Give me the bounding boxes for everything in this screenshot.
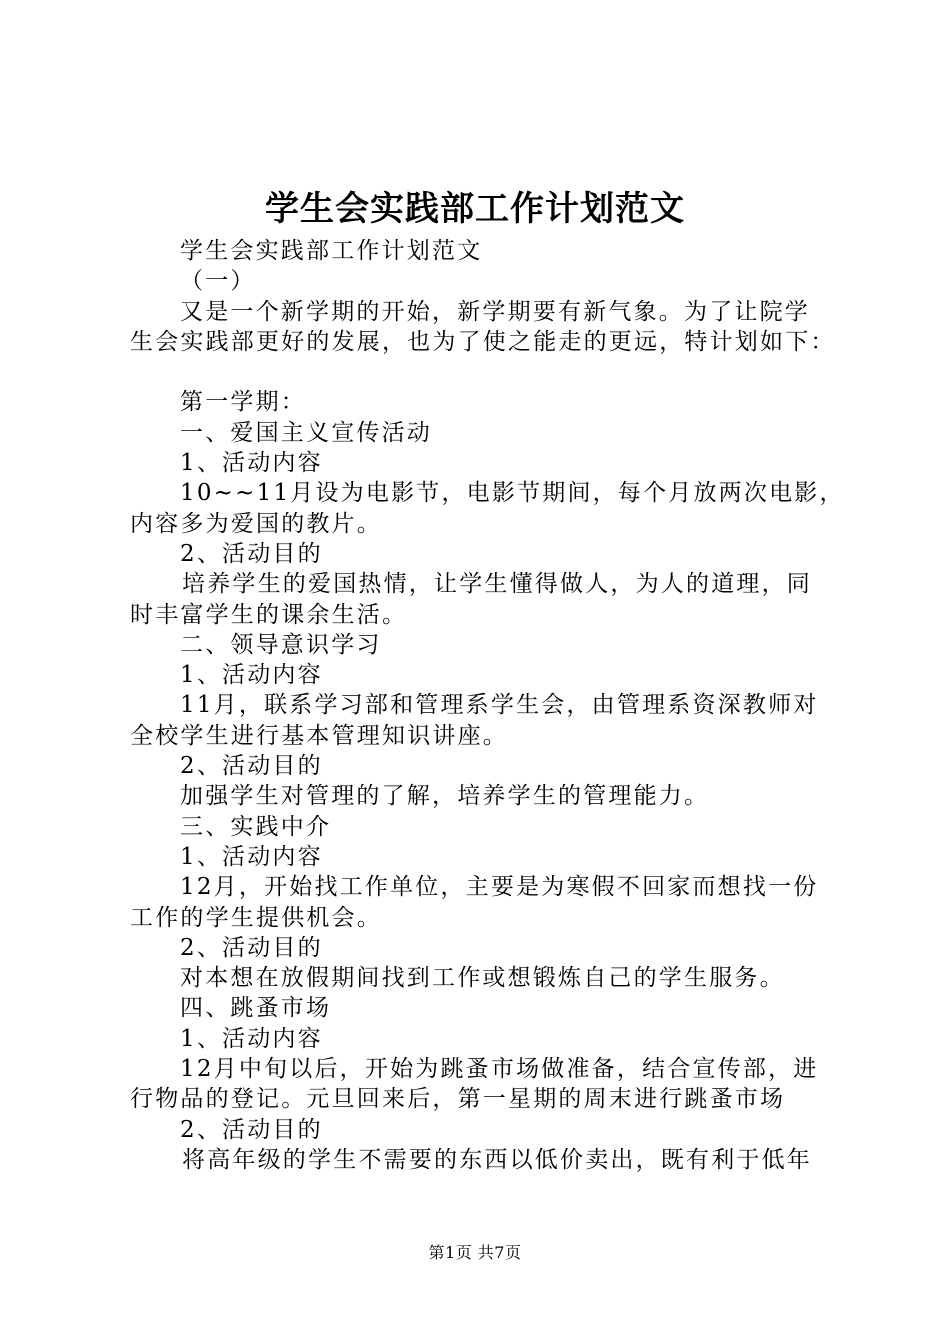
paragraph-line: 10~~11月设为电影节，电影节期间，每个月放两次电影， — [180, 480, 845, 507]
blank-line — [130, 357, 830, 387]
document-body — [130, 236, 845, 1175]
paragraph-line: 将高年级的学生不需要的东西以低价卖出，既有利于低年 — [182, 1146, 812, 1173]
document-title: 学生会实践部工作计划范文 — [265, 189, 685, 229]
activity-heading: 二、领导意识学习 — [180, 631, 382, 658]
subheading: 2、活动目的 — [180, 934, 323, 961]
paragraph-line: 工作的学生提供机会。 — [130, 904, 382, 931]
subtitle-line: 学生会实践部工作计划范文 — [180, 238, 483, 264]
paragraph-line: 11月，联系学习部和管理系学生会，由管理系资深教师对 — [180, 692, 819, 719]
subheading: 2、活动目的 — [180, 1116, 323, 1143]
paragraph-line: 12月，开始找工作单位，主要是为寒假不回家而想找一份 — [180, 874, 819, 901]
paragraph-line: 对本想在放假期间找到工作或想锻炼自己的学生服务。 — [180, 965, 785, 992]
paragraph-line: 生会实践部更好的发展，也为了使之能走的更远，特计划如下： — [130, 328, 836, 355]
subheading: 2、活动目的 — [180, 540, 323, 567]
semester-heading: 第一学期： — [180, 389, 306, 416]
paragraph-line: 12月中旬以后，开始为跳蚤市场做准备，结合宣传部，进 — [180, 1056, 819, 1083]
subheading: 1、活动内容 — [180, 843, 323, 870]
paragraph-line: 行物品的登记。元旦回来后，第一星期的周末进行跳蚤市场 — [130, 1086, 786, 1113]
section-marker: （一） — [180, 268, 256, 295]
paragraph-line: 全校学生进行基本管理知识讲座。 — [130, 722, 508, 749]
activity-heading: 一、爱国主义宣传活动 — [180, 419, 432, 446]
paragraph-line: 时丰富学生的课余生活。 — [130, 601, 408, 628]
subheading: 1、活动内容 — [180, 1025, 323, 1052]
subheading: 2、活动目的 — [180, 753, 323, 780]
activity-heading: 四、跳蚤市场 — [180, 995, 332, 1022]
subheading: 1、活动内容 — [180, 450, 323, 477]
page-number-footer: 第1页 共7页 — [428, 1243, 522, 1262]
paragraph-line: 培养学生的爱国热情，让学生懂得做人，为人的道理，同 — [182, 571, 812, 598]
subheading: 1、活动内容 — [180, 662, 323, 689]
paragraph-line: 内容多为爱国的教片。 — [130, 510, 382, 537]
paragraph-line: 加强学生对管理的了解，培养学生的管理能力。 — [180, 783, 710, 810]
activity-heading: 三、实践中介 — [180, 813, 332, 840]
paragraph-line: 又是一个新学期的开始，新学期要有新气象。为了让院学 — [180, 298, 810, 325]
